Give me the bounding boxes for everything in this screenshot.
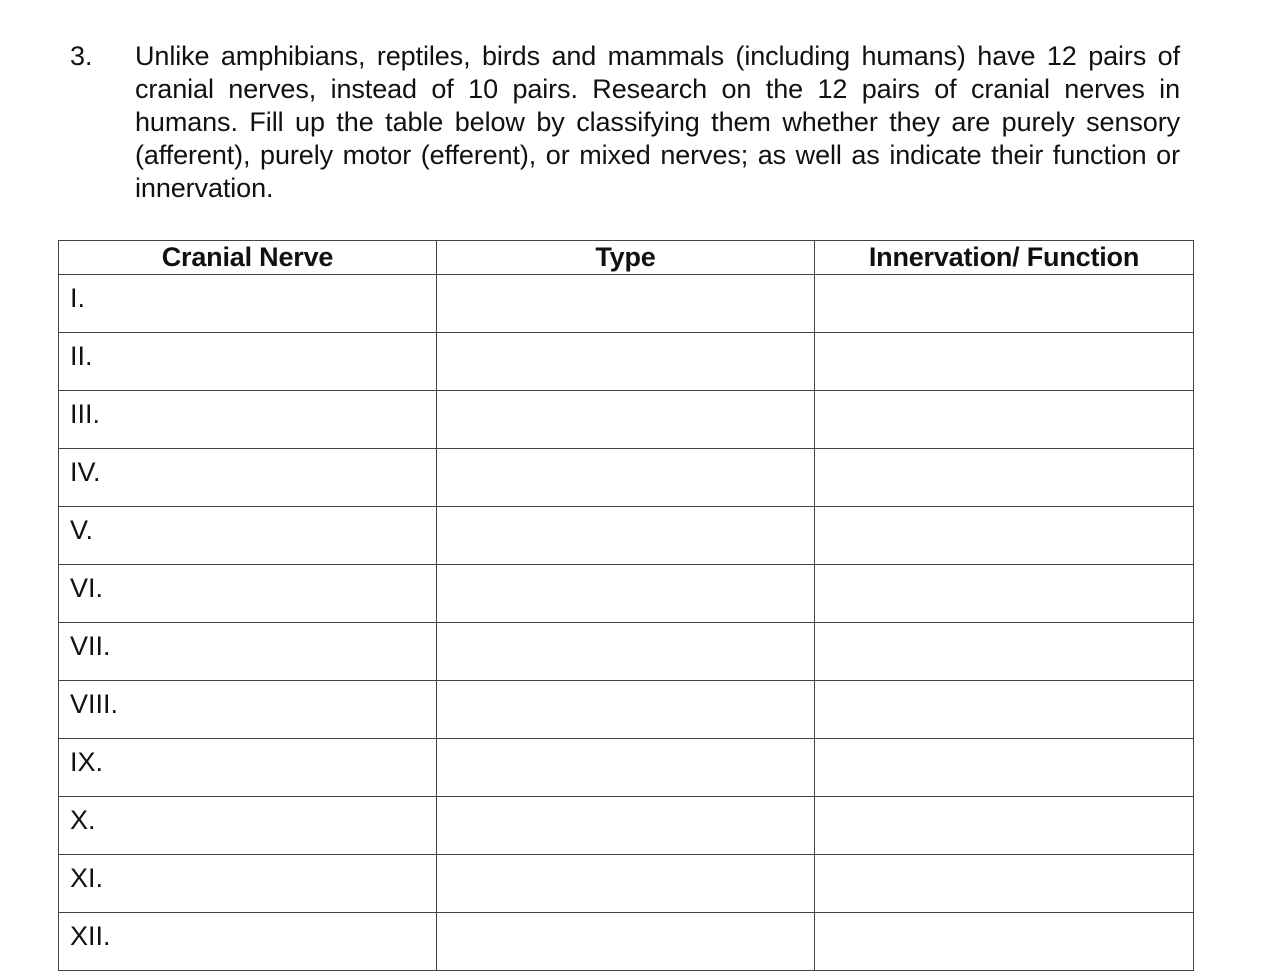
nerve-cell: IV. [59,449,437,507]
table-row [59,391,1194,449]
table-row [59,797,1194,855]
function-cell[interactable] [815,275,1194,333]
type-cell[interactable] [437,275,815,333]
function-cell[interactable] [815,623,1194,681]
nerve-cell: V. [59,507,437,565]
type-cell[interactable] [437,565,815,623]
cranial-nerve-table [58,240,1194,971]
function-cell[interactable] [815,797,1194,855]
function-cell[interactable] [815,739,1194,797]
nerve-cell: IX. [59,739,437,797]
table-row [59,333,1194,391]
nerve-cell: VII. [59,623,437,681]
table-row [59,855,1194,913]
table-row [59,913,1194,971]
header-cranial-nerve: Cranial Nerve [59,241,437,275]
nerve-cell: XI. [59,855,437,913]
nerve-cell: X. [59,797,437,855]
function-cell[interactable] [815,855,1194,913]
table-row [59,507,1194,565]
type-cell[interactable] [437,855,815,913]
nerve-cell: III. [59,391,437,449]
nerve-cell: I. [59,275,437,333]
table-row [59,739,1194,797]
type-cell[interactable] [437,681,815,739]
table-row [59,275,1194,333]
type-cell[interactable] [437,391,815,449]
function-cell[interactable] [815,449,1194,507]
function-cell[interactable] [815,507,1194,565]
function-cell[interactable] [815,913,1194,971]
type-cell[interactable] [437,449,815,507]
table-row [59,449,1194,507]
question-text: Unlike amphibians, reptiles, birds and mammals (including humans) have 12 pairs of cranial nerves, instead of 10 pairs. Research on the 12 pairs of cranial nerves in humans. Fill up the table below by classifying them whether they are purely sensory (afferent), purely motor (efferent), or mixed nerves; as well as indicate their function or innervation. [135,41,1180,203]
table-header-row [59,241,1194,275]
function-cell[interactable] [815,681,1194,739]
table-row [59,623,1194,681]
type-cell[interactable] [437,739,815,797]
type-cell[interactable] [437,623,815,681]
function-cell[interactable] [815,391,1194,449]
type-cell[interactable] [437,913,815,971]
function-cell[interactable] [815,333,1194,391]
function-cell[interactable] [815,565,1194,623]
type-cell[interactable] [437,507,815,565]
nerve-cell: XII. [59,913,437,971]
table-row [59,565,1194,623]
question-number: 3. [70,41,93,71]
nerve-cell: VI. [59,565,437,623]
type-cell[interactable] [437,333,815,391]
header-type: Type [437,241,815,275]
type-cell[interactable] [437,797,815,855]
nerve-cell: VIII. [59,681,437,739]
nerve-cell: II. [59,333,437,391]
header-innervation-function: Innervation/ Function [815,241,1194,275]
table-row [59,681,1194,739]
